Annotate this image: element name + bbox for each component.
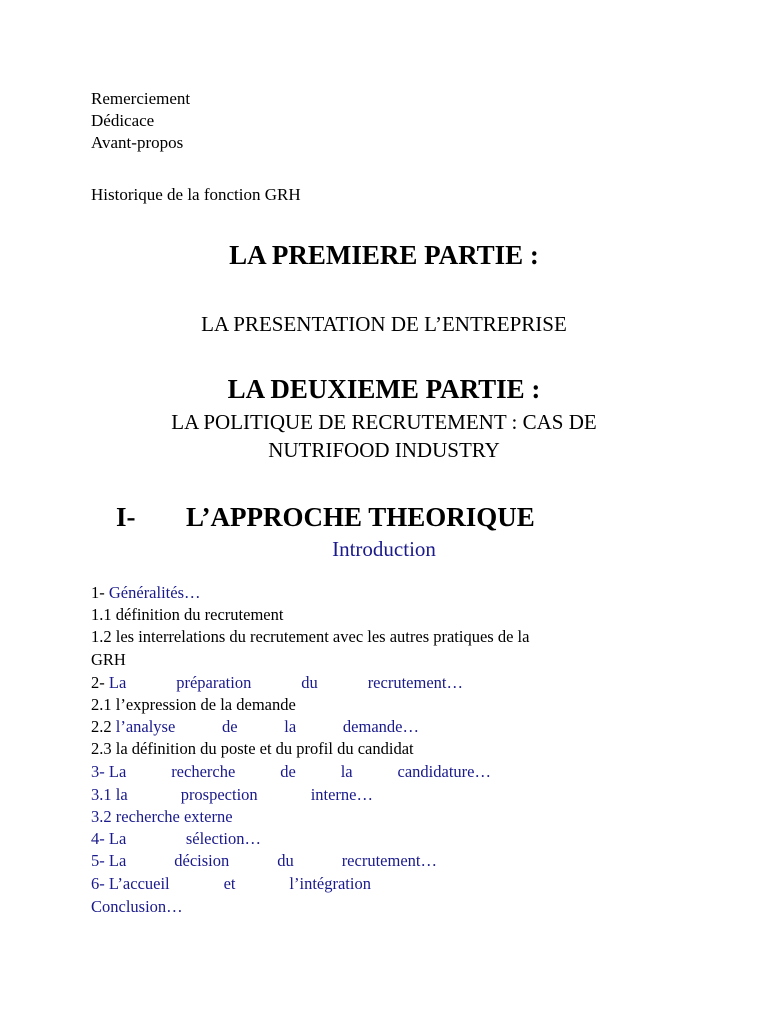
toc-item-6[interactable]: [91, 873, 371, 895]
toc-item-3-word: la: [340, 762, 353, 781]
front-avant-propos: Avant-propos: [91, 133, 184, 152]
toc-item-3-1-word: prospection: [180, 785, 258, 804]
toc-item-2-word: La: [108, 673, 127, 692]
toc-item-4-word: 4- La: [91, 829, 127, 848]
toc-item-3-number: 3-: [91, 762, 105, 781]
toc-item-2-word: du: [301, 673, 318, 692]
part-one-subtitle: LA PRESENTATION DE L’ENTREPRISE: [201, 312, 567, 336]
toc-item-3-word: La: [108, 762, 127, 781]
toc-item-2-word: préparation: [176, 673, 252, 692]
toc-item-3-word: recherche: [171, 762, 236, 781]
toc-item-3-word: candidature…: [397, 762, 491, 781]
toc-item-5[interactable]: [91, 850, 437, 872]
toc-item-1-1[interactable]: 1.1 définition du recrutement: [91, 605, 284, 624]
toc-item-1-number: 1-: [91, 583, 105, 602]
toc-item-1[interactable]: [91, 582, 641, 604]
toc-item-2-2-number: 2.2: [91, 717, 112, 736]
toc-item-5-word: du: [277, 851, 294, 870]
toc-item-2-number: 2-: [91, 673, 105, 692]
part-two-heading: LA DEUXIEME PARTIE :: [227, 374, 541, 404]
toc-item-5-word: 5- La: [91, 851, 127, 870]
toc-item-2-2-word: demande…: [342, 717, 419, 736]
toc-item-3-1-word: 3.1 la: [91, 785, 128, 804]
part-two-subtitle-line1: LA POLITIQUE DE RECRUTEMENT : CAS DE: [171, 410, 597, 434]
toc-item-1-2-line1[interactable]: 1.2 les interrelations du recrutement avec les autres pratiques de la: [91, 627, 530, 646]
toc-item-3-word: de: [280, 762, 296, 781]
toc-item-2[interactable]: [91, 672, 463, 694]
toc-conclusion[interactable]: Conclusion…: [91, 897, 183, 916]
toc-item-3[interactable]: [91, 761, 491, 783]
toc-item-3-1-word: interne…: [310, 785, 373, 804]
toc-item-4-word: sélection…: [185, 829, 261, 848]
toc-item-2-word: recrutement…: [367, 673, 463, 692]
toc-item-5-word: recrutement…: [341, 851, 437, 870]
front-dedicace: Dédicace: [91, 111, 155, 130]
part-two-subtitle-line2: NUTRIFOOD INDUSTRY: [268, 438, 500, 462]
toc-item-2-2-word: la: [284, 717, 297, 736]
section-one-title: L’APPROCHE THEORIQUE: [186, 502, 535, 532]
toc-item-1-label[interactable]: Généralités…: [108, 583, 201, 602]
toc-item-2-2[interactable]: [91, 716, 419, 738]
front-historique: Historique de la fonction GRH: [91, 185, 301, 204]
toc-item-2-3[interactable]: 2.3 la définition du poste et du profil du candidat: [91, 739, 414, 758]
toc-item-2-2-word: l’analyse: [115, 717, 176, 736]
toc-item-3-2[interactable]: 3.2 recherche externe: [91, 807, 233, 826]
toc-item-5-word: décision: [174, 851, 230, 870]
toc-item-2-1[interactable]: 2.1 l’expression de la demande: [91, 695, 296, 714]
introduction-link[interactable]: Introduction: [332, 537, 436, 561]
toc-item-4[interactable]: [91, 828, 261, 850]
toc-item-1-2-line2[interactable]: GRH: [91, 650, 126, 669]
section-one-number: I-: [116, 502, 136, 532]
front-remerciement: Remerciement: [91, 89, 191, 108]
toc-item-6-word: et: [223, 874, 236, 893]
toc-item-6-word: 6- L’accueil: [91, 874, 170, 893]
toc-item-3-1[interactable]: [91, 784, 373, 806]
toc-item-6-word: l’intégration: [289, 874, 371, 893]
toc-item-2-2-word: de: [222, 717, 238, 736]
part-one-heading: LA PREMIERE PARTIE :: [229, 240, 539, 270]
